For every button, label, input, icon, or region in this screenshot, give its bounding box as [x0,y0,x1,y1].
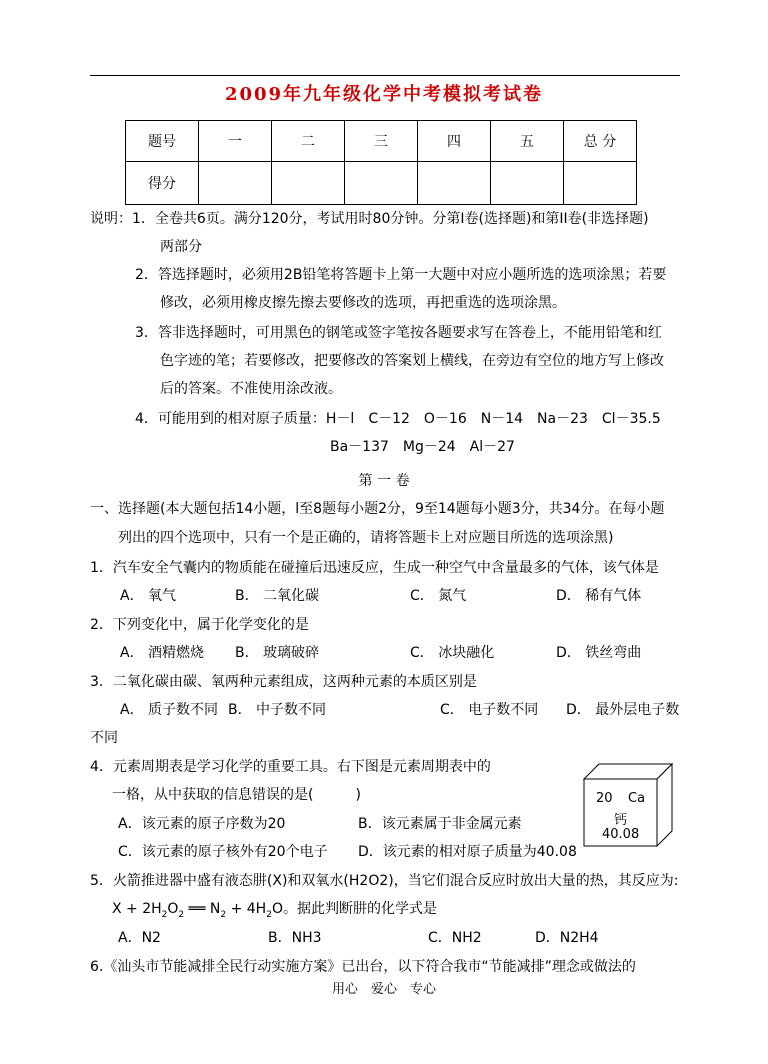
note-line: Ba－137 Mg－24 Al－27 [330,439,515,455]
option: B． 玻璃破碎 [235,645,320,661]
element-number: 20 [596,791,613,806]
option: D．该元素的相对原子质量为40.08 [358,844,577,860]
question-stem: 2．下列变化中，属于化学变化的是 [90,617,309,633]
option: D． 最外层电子数 [566,702,680,718]
option: D． 铁丝弯曲 [556,645,642,661]
score-cell [272,162,345,205]
note-line: 色字迹的笔；若要修改，把要修改的答案划上横线，在旁边有空位的地方写上修改 [160,353,664,369]
question-stem: 5．火箭推进器中盛有液态肼(X)和双氧水(H2O2)，当它们混合反应时放出大量的热，其反应为: [90,873,679,889]
table-cell: 得分 [126,162,199,205]
table-cell: 题号 [126,121,199,162]
page-title: 2009年九年级化学中考模拟考试卷 [224,84,544,105]
score-cell [345,162,418,205]
score-table [125,120,637,205]
table-cell: 一 [199,121,272,162]
table-cell: 总 分 [564,121,637,162]
question-stem: 1．汽车安全气囊内的物质能在碰撞后迅速反应，生成一种空气中含量最多的气体，该气体是 [90,560,659,576]
section-intro: 列出的四个选项中，只有一个是正确的，请将答题卡上对应题目所选的选项涂黑) [118,530,614,546]
equation-lhs: $X + 2H_2O_2$ ══ $N_2 + 4H_2O$ [112,901,283,920]
table-cell: 五 [491,121,564,162]
option: A． 氧气 [120,588,177,604]
option-wrap: 不同 [90,730,118,746]
question-stem: 6.《汕头市节能减排全民行动实施方案》已出台，以下符合我市“节能减排”理念或做法的 [90,959,636,975]
element-mass: 40.08 [602,827,640,842]
note-line: 3．答非选择题时，可用黑色的钢笔或签字笔按各题要求写在答卷上，不能用铅笔和红 [135,325,662,341]
reaction-equation [112,898,437,920]
option: B． 二氧化碳 [235,588,320,604]
option: D． 稀有气体 [556,588,642,604]
score-cell [418,162,491,205]
option: C．该元素的原子核外有20个电子 [118,844,328,860]
equation-tail: 。据此判断肼的化学式是 [282,901,437,917]
score-cell [491,162,564,205]
option: C． 冰块融化 [410,645,495,661]
score-cell [199,162,272,205]
question-stem: 一格，从中获取的信息错误的是( ) [112,787,361,803]
note-line: 后的答案。不准使用涂改液。 [160,381,342,397]
option: C．NH2 [428,930,482,946]
option: A．该元素的原子序数为20 [118,816,286,832]
table-row [126,121,637,162]
option: C． 氮气 [410,588,467,604]
option: D．N2H4 [535,930,599,946]
option: A．N2 [118,930,161,946]
table-cell: 二 [272,121,345,162]
option: B．NH3 [268,930,322,946]
note-line: 说明：1．全卷共6页。满分120分，考试用时80分钟。分第I卷(选择题)和第II卷(非选择题) [90,211,649,227]
table-cell: 四 [418,121,491,162]
section-title: 第 一 卷 [358,473,410,489]
note-line: 2．答选择题时，必须用2B铅笔将答题卡上第一大题中对应小题所选的选项涂黑；若要 [135,267,667,283]
element-symbol: Ca [628,791,646,806]
option: C． 电子数不同 [440,702,539,718]
element-name: 钙 [614,813,628,828]
table-cell: 三 [345,121,418,162]
option: B． 中子数不同 [228,702,327,718]
note-line: 修改，必须用橡皮擦先擦去要修改的选项，再把重选的选项涂黑。 [160,295,566,311]
option: A． 质子数不同 [120,702,219,718]
table-row [126,162,637,205]
question-stem: 4．元素周期表是学习化学的重要工具。右下图是元素周期表中的 [90,759,491,775]
section-intro: 一、选择题(本大题包括14小题，l至8题每小题2分，9至14题每小题3分，共34分。在每小题 [90,501,665,517]
element-cell-figure [583,763,673,847]
note-line: 两部分 [160,239,202,255]
note-line: 4．可能用到的相对原子质量：H－l C－12 O－16 N－14 Na－23 Cl－35.5 [135,411,661,427]
option: A． 酒精燃烧 [120,645,205,661]
header-rule [90,75,680,76]
option: B．该元素属于非金属元素 [358,816,522,832]
score-cell [564,162,637,205]
question-stem: 3．二氧化碳由碳、氧两种元素组成，这两种元素的本质区别是 [90,674,477,690]
page-footer: 用心 爱心 专心 [331,982,436,997]
